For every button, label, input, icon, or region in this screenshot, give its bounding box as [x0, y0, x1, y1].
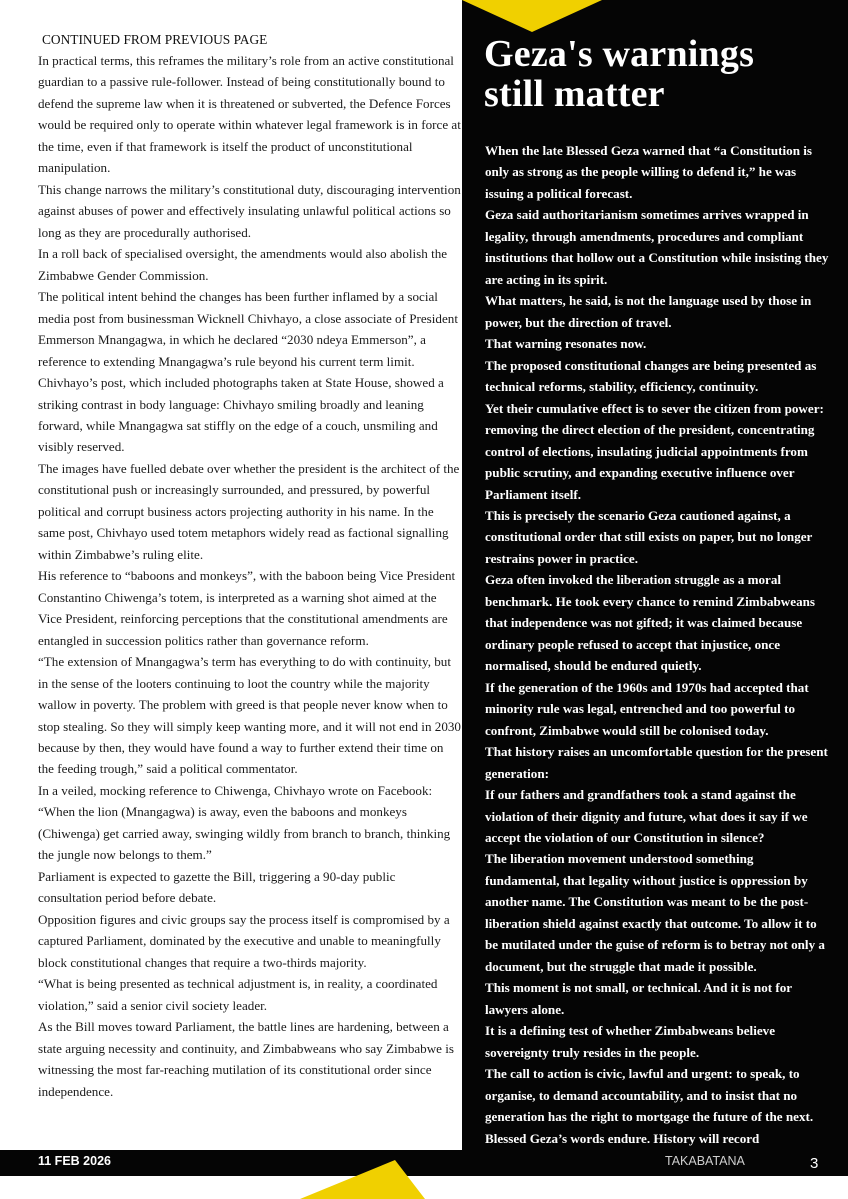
opinion-paragraph: The call to action is civic, lawful and urgent: to speak, to organise, to demand accountability, and to insist that no generation has the right to mortgage the future of the next. [485, 1066, 814, 1125]
continued-label: CONTINUED FROM PREVIOUS PAGE [42, 32, 268, 47]
left-paragraph: Parliament is expected to gazette the Bill, triggering a 90-day public consultation period before debate. [38, 868, 396, 906]
opinion-title-line: Geza's warnings [484, 33, 755, 75]
left-paragraph: The political intent behind the changes has been further inflamed by a social media post from businessman Wicknell Chivhayo, a close associate of President Emmerson Mnangagwa, in which he declared “2030 ndeya Emmerson”, a reference to extending Mnangagwa’s rule beyond his current term limit. [38, 289, 458, 369]
opinion-paragraph: That history raises an uncomfortable question for the present generation: [485, 744, 828, 781]
left-paragraph: In a veiled, mocking reference to Chiwenga, Chivhayo wrote on Facebook: “When the lion (Mnangagwa) is away, even the baboons and monkeys (Chiwenga) get carried away, swinging wildly from branch to branch, thinking the jungle now belongs to them.” [38, 782, 451, 863]
footer-yellow-shape [300, 1160, 425, 1199]
yellow-accent-triangle [462, 0, 602, 32]
opinion-paragraph: Blessed Geza’s words endure. History will record [485, 1130, 760, 1146]
issue-date: 11 FEB 2026 [38, 1154, 111, 1168]
opinion-title-line: still matter [484, 73, 665, 115]
left-paragraph: His reference to “baboons and monkeys”, with the baboon being Vice President Constantino Chiwenga’s totem, is interpreted as a warning shot aimed at the Vice President, reinforcing perceptions that the constitutional amendments are entangled in succession politics rather than governance reform. [38, 568, 456, 648]
opinion-paragraph: That warning resonates now. [485, 336, 647, 352]
opinion-paragraph: Geza often invoked the liberation struggle as a moral benchmark. He took every chance to remind Zimbabweans that independence was not gifted; it was claimed because ordinary people refused to accept that injustice, once normalised, should be endured quietly. [485, 572, 815, 674]
left-paragraph: This change narrows the military’s constitutional duty, discouraging intervention against abuses of power and effectively insulating unlawful political actions so long as they are procedurally authorised. [38, 181, 461, 240]
left-paragraph: Opposition figures and civic groups say the process itself is compromised by a captured Parliament, dominated by the executive and unable to meaningfully block constitutional changes that require a two-thirds majority. [38, 911, 450, 970]
opinion-paragraph: If the generation of the 1960s and 1970s had accepted that minority rule was legal, entrenched and too powerful to confront, Zimbabwe would still be colonised today. [485, 679, 809, 738]
left-article-column [38, 30, 462, 1102]
left-paragraph: “The extension of Mnangagwa’s term has everything to do with continuity, but in the sense of the looters continuing to loot the country while the majority wallow in poverty. The problem with greed is that people never know when to stop stealing. So they will simply keep wanting more, and it will not end in 2030 because by then, they would have found a way to further extend their time on the feeding trough,” said a political commentator. [38, 654, 461, 777]
opinion-paragraph: When the late Blessed Geza warned that “a Constitution is only as strong as the people willing to defend it,” he was issuing a political forecast. [485, 143, 812, 201]
left-paragraph: In practical terms, this reframes the military’s role from an active constitutional guardian to a passive rule-follower. Instead of being constitutionally bound to defend the supreme law when it is threatened or subverted, the Defence Forces would be required only to operate within whatever legal framework is in force at the time, even if that framework is itself the product of unconstitutional manipulation. [38, 53, 461, 176]
opinion-paragraph: This is precisely the scenario Geza cautioned against, a constitutional order that still exists on paper, but no longer restrains power in practice. [485, 507, 813, 566]
left-article-body [38, 50, 462, 1102]
left-paragraph: “What is being presented as technical adjustment is, in reality, a coordinated violation,” said a senior civil society leader. [38, 976, 438, 1013]
page-footer [0, 1150, 848, 1199]
left-paragraph: As the Bill moves toward Parliament, the battle lines are hardening, between a state arguing necessity and continuity, and Zimbabweans who say Zimbabwe is witnessing the most far-reaching mutilation of its constitutional order since independence. [38, 1019, 454, 1099]
opinion-paragraph: Yet their cumulative effect is to sever the citizen from power: removing the direct election of the president, concentrating control of elections, insulating judicial appointments from public scrutiny, and expanding executive influence over Parliament itself. [485, 400, 824, 502]
left-paragraph: Chivhayo’s post, which included photographs taken at State House, showed a striking contrast in body language: Chivhayo smiling broadly and leaning forward, while Mnangagwa sat stiffly on the edge of a couch, unsmiling and visibly reserved. [38, 375, 444, 455]
opinion-paragraph: The proposed constitutional changes are being presented as technical reforms, stability, efficiency, continuity. [485, 357, 817, 395]
opinion-paragraph: It is a defining test of whether Zimbabweans believe sovereignty truly resides in the people. [485, 1023, 775, 1060]
left-paragraph: In a roll back of specialised oversight, the amendments would also abolish the Zimbabwe Gender Commission. [38, 246, 448, 283]
opinion-paragraph: What matters, he said, is not the language used by those in power, but the direction of travel. [485, 293, 812, 330]
opinion-title [484, 34, 834, 114]
opinion-panel [462, 0, 848, 1150]
opinion-paragraph: The liberation movement understood something fundamental, that legality without justice is oppression by another name. The Constitution was meant to be the post-liberation shield against exactly that outcome. To allow it to be mutilated under the guise of reform is to betray not only a document, but the struggle that made it possible. [485, 851, 825, 974]
opinion-paragraph: If our fathers and grandfathers took a stand against the violation of their dignity and future, what does it say if we accept the violation of our Constitution in silence? [485, 787, 808, 845]
opinion-body [485, 140, 830, 1149]
publication-name: TAKABATANA [665, 1154, 745, 1168]
page-number: 3 [810, 1155, 819, 1172]
opinion-paragraph: Geza said authoritarianism sometimes arrives wrapped in legality, through amendments, procedures and compliant institutions that hollow out a Constitution while insisting they are acting in its spirit. [485, 207, 829, 287]
opinion-paragraph: This moment is not small, or technical. And it is not for lawyers alone. [485, 980, 792, 1017]
left-paragraph: The images have fuelled debate over whether the president is the architect of the constitutional push or increasingly surrounded, and pressured, by powerful political and corrupt business actors projecting authority in his name. In the same post, Chivhayo used totem metaphors widely read as factional signalling within Zimbabwe’s ruling elite. [38, 460, 460, 562]
